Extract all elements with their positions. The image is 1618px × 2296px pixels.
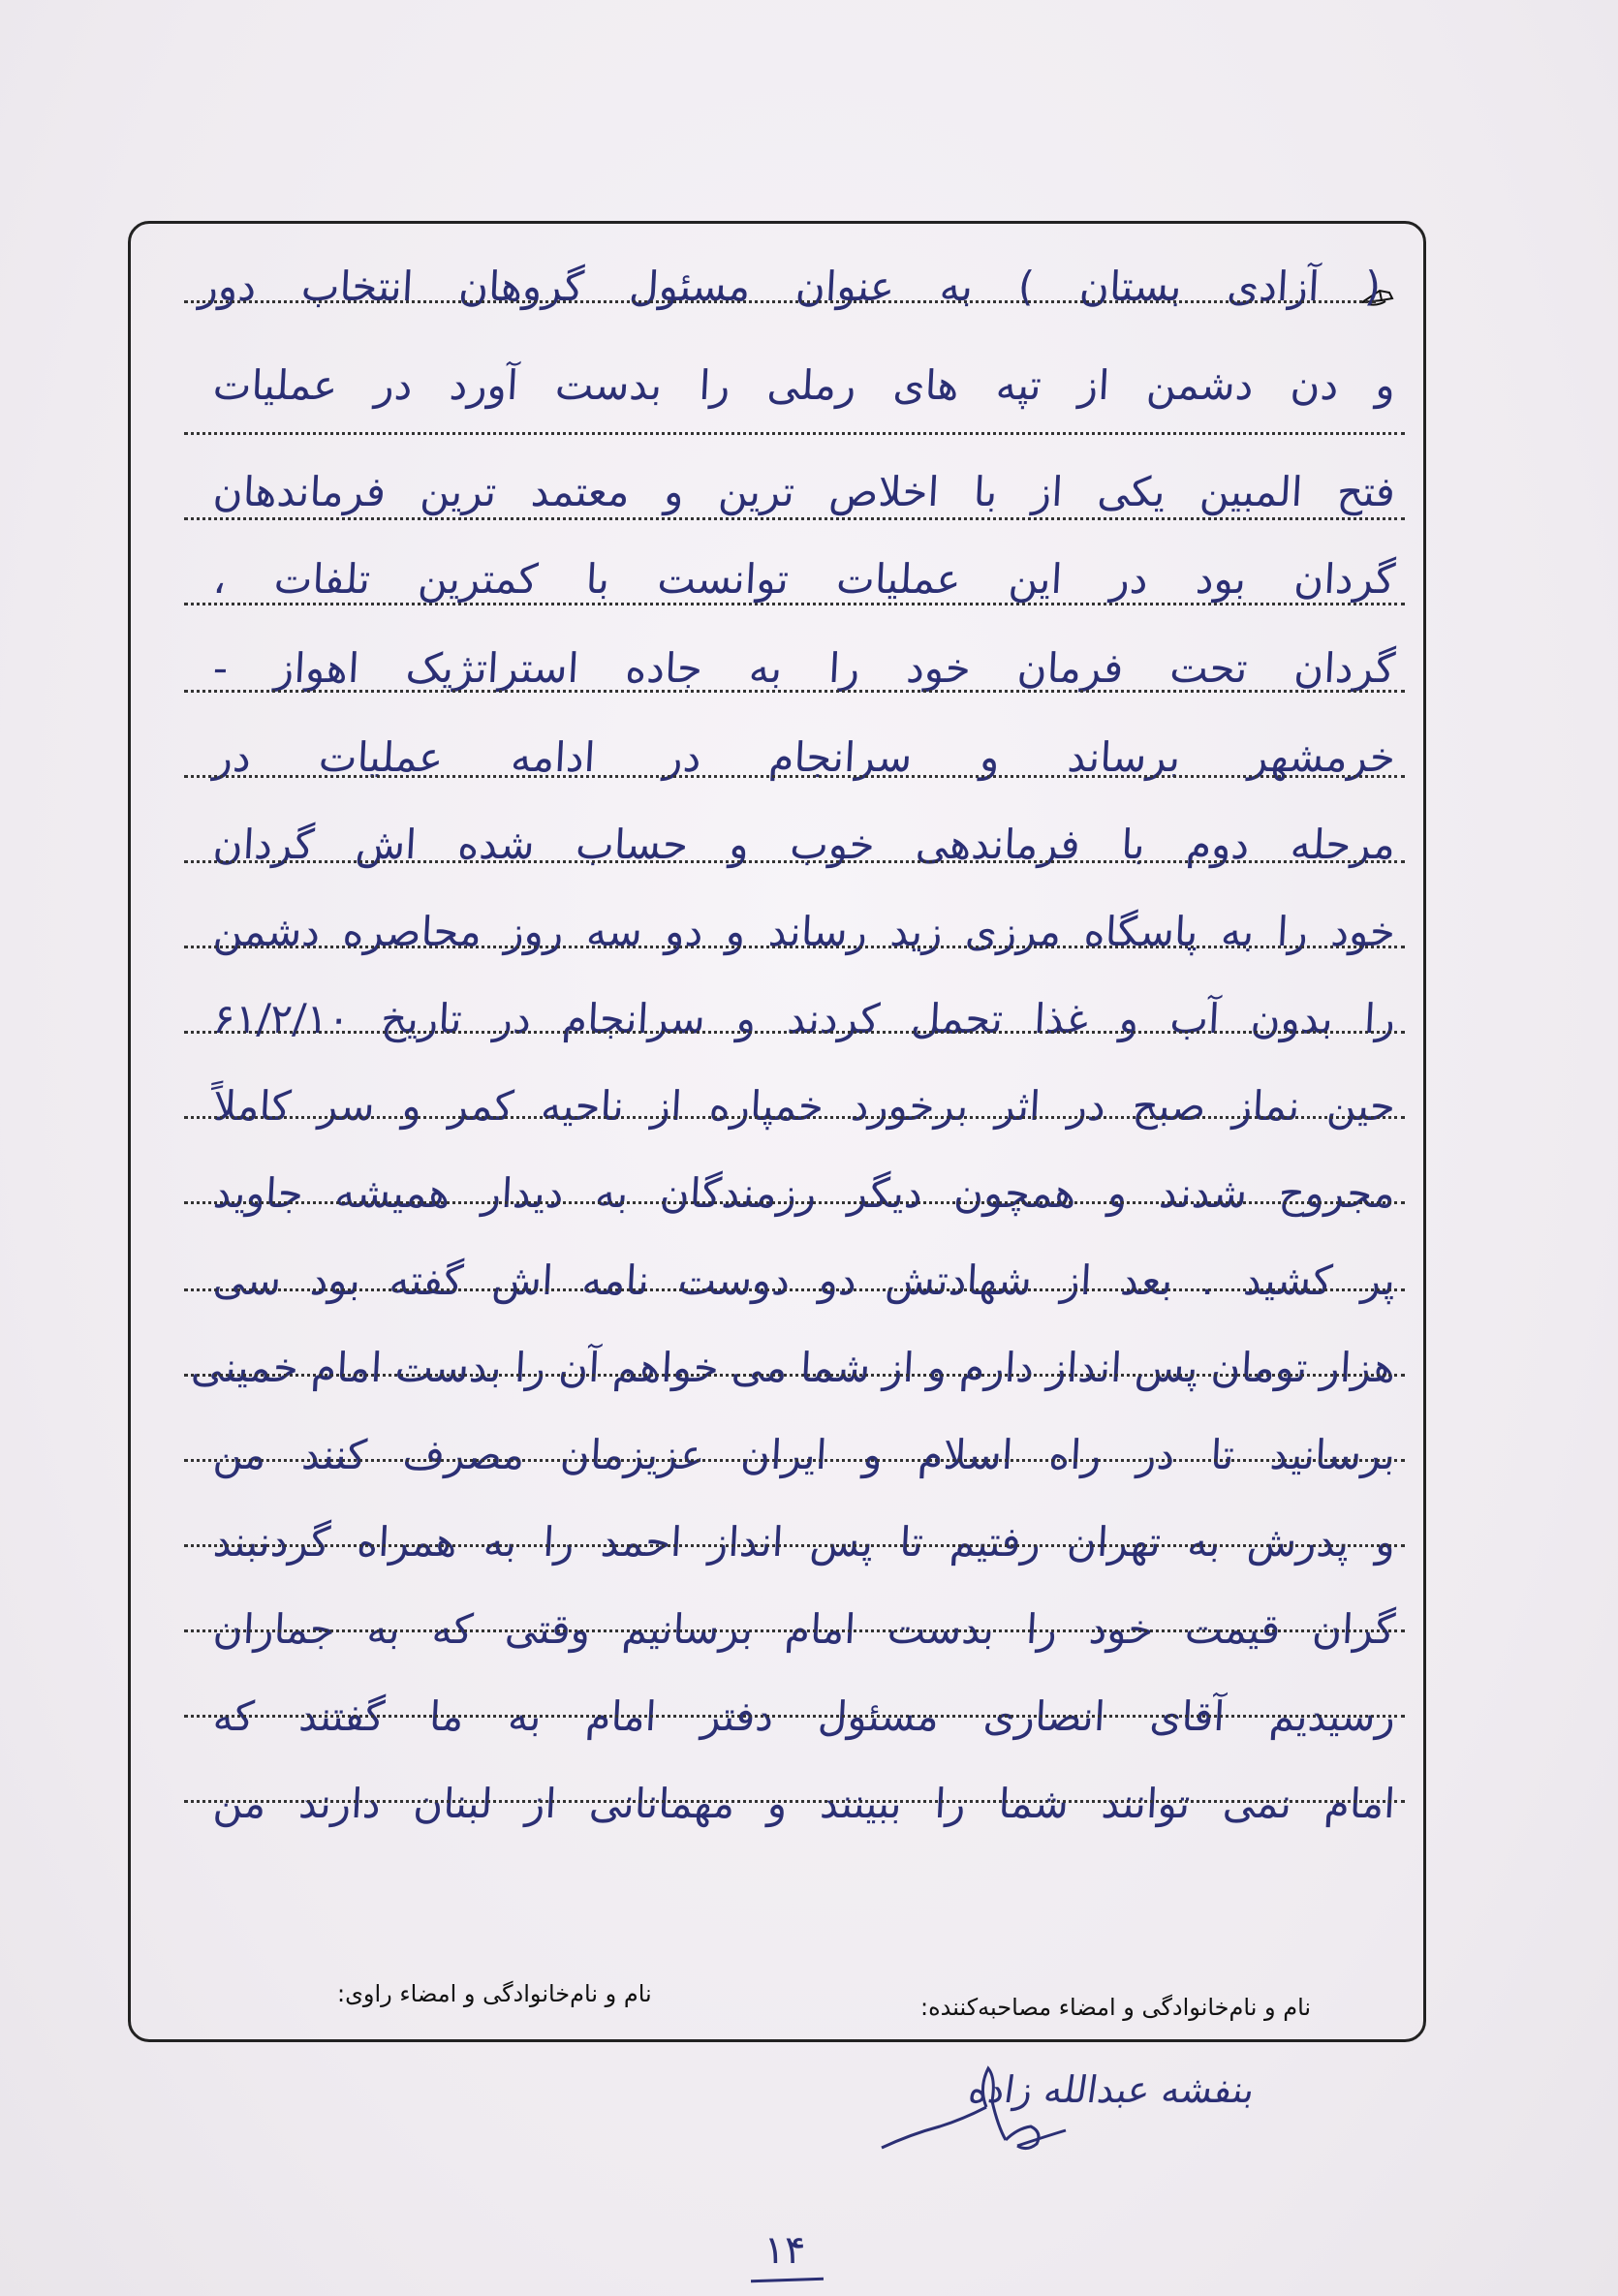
dotted-rule bbox=[184, 517, 1405, 520]
text-line-7: مرحله دوم با فرماندهی خوب و حساب شده اش گردان bbox=[211, 821, 1397, 868]
text-line-8: خود را به پاسگاه مرزی زید رساند و دو سه روز محاصره دشمن bbox=[211, 908, 1397, 955]
dotted-rule bbox=[184, 1116, 1405, 1119]
dotted-rule bbox=[184, 432, 1405, 435]
signature-mark bbox=[872, 2059, 1124, 2165]
dotted-rule bbox=[184, 690, 1405, 693]
page-number: ۱۴ bbox=[763, 2228, 806, 2273]
dotted-rule bbox=[184, 1459, 1405, 1462]
dotted-rule bbox=[184, 1800, 1405, 1803]
dotted-rule bbox=[184, 860, 1405, 863]
text-line-5: گردان تحت فرمان خود را به جاده استراتژیک اهواز - bbox=[211, 644, 1397, 692]
dotted-rule bbox=[184, 1201, 1405, 1204]
dotted-rule bbox=[184, 603, 1405, 605]
dotted-rule bbox=[184, 1544, 1405, 1547]
dotted-rule bbox=[184, 300, 1376, 303]
page-number-underline bbox=[751, 2278, 824, 2283]
text-line-4: گردان بود در این عملیات توانست با کمترین تلفات ، bbox=[211, 555, 1397, 603]
dotted-rule bbox=[184, 946, 1405, 948]
text-line-3: فتح المبین یکی از با اخلاص ترین و معتمد ترین فرماندهان bbox=[211, 468, 1397, 515]
text-line-10: حین نماز صبح در اثر برخورد خمپاره از ناحیه کمر و سر کاملاً bbox=[211, 1082, 1397, 1130]
text-line-2: و دن دشمن از تپه های رملی را بدست آورد در عملیات bbox=[211, 361, 1397, 409]
text-line-17: رسیدیم آقای انصاری مسئول دفتر امام به ما گفتند که bbox=[211, 1692, 1397, 1740]
dotted-rule bbox=[184, 775, 1405, 778]
dotted-rule bbox=[184, 1374, 1405, 1377]
text-line-15: و پدرش به تهران رفتیم تا پس انداز احمد را به همراه گردنبند bbox=[211, 1518, 1397, 1566]
dotted-rule bbox=[184, 1629, 1405, 1632]
interviewer-signature-name: بنفشه عبدالله زاده bbox=[965, 2068, 1258, 2111]
text-line-1: ( آزادی بستان ) به عنوان مسئول گروهان انتخاب دور bbox=[197, 263, 1383, 310]
text-line-16: گران قیمت خود را بدست امام برسانیم وقتی که به جماران bbox=[211, 1605, 1397, 1653]
text-line-13: هزار تومان پس انداز دارم و از شما می خواهم آن را بدست امام خمینی bbox=[190, 1344, 1397, 1391]
narrator-label: نام و نام‌خانوادگی و امضاء راوی: bbox=[337, 1980, 652, 2007]
dotted-rule bbox=[184, 1288, 1405, 1291]
text-line-12: پر کشید . بعد از شهادتش دو دوست نامه اش گفته بود سی bbox=[211, 1257, 1397, 1304]
text-line-11: مجروح شدند و همچون دیگر رزمندگان به دیدار همیشه جاوید bbox=[211, 1169, 1397, 1217]
dotted-rule bbox=[184, 1031, 1405, 1034]
text-line-6: خرمشهر برساند و سرانجام در ادامه عملیات در bbox=[211, 733, 1397, 781]
interviewer-label: نام و نام‌خانوادگی و امضاء مصاحبه‌کننده: bbox=[920, 1994, 1312, 2021]
text-line-9: را بدون آب و غذا تحمل کردند و سرانجام در تاریخ ۶۱/۲/۱۰ bbox=[211, 995, 1397, 1042]
dotted-rule bbox=[184, 1715, 1405, 1718]
text-line-14: برسانید تا در راه اسلام و ایران عزیزمان مصرف کنند من bbox=[211, 1431, 1397, 1478]
text-line-18: امام نمی توانند شما را ببینند و مهمانانی از لبنان دارند من bbox=[211, 1780, 1397, 1827]
